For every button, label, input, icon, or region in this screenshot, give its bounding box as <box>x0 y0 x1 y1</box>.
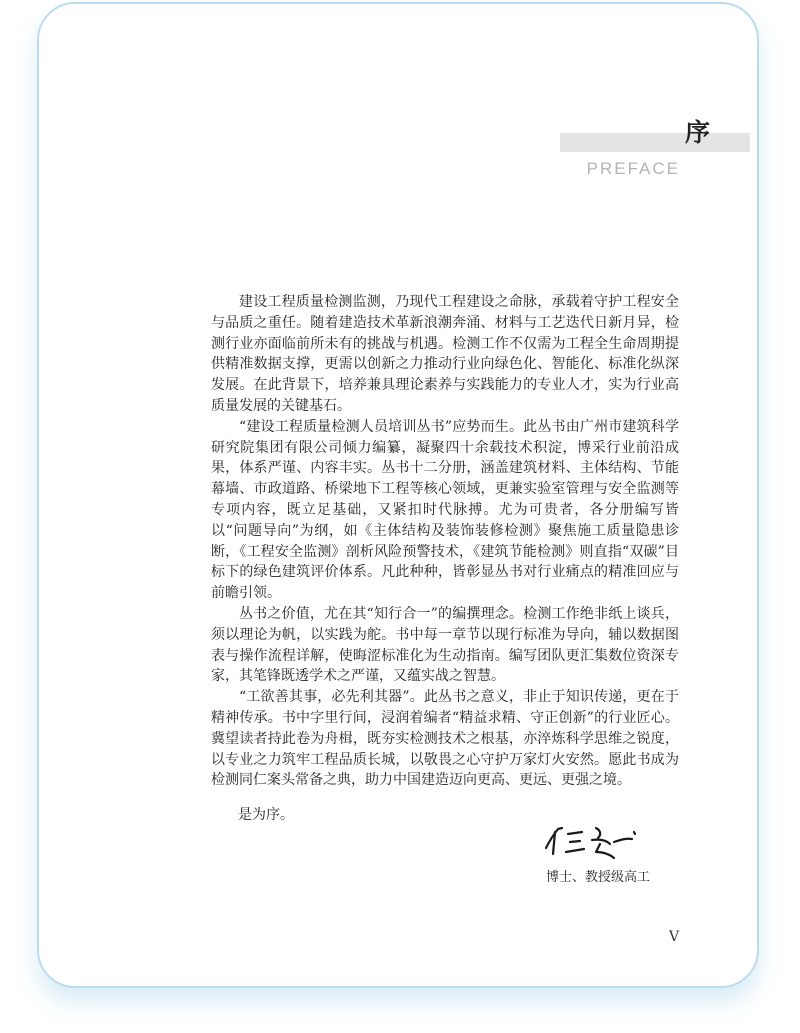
paragraph-4: “工欲善其事，必先利其器”。此丛书之意义，非止于知识传递，更在于精神传承。书中字里行间，浸润着编者“精益求精、守正创新”的行业匠心。冀望读者持此卷为舟楫，既夯实检测技术之根基，亦淬炼科学思维之锐度，以专业之力筑牢工程品质长城，以敬畏之心守护万家灯火安然。愿此书成为检测同仁案头常备之典，助力中国建造迈向更高、更远、更强之境。 <box>211 689 679 789</box>
paragraph-2: “建设工程质量检测人员培训丛书”应势而生。此丛书由广州市建筑科学研究院集团有限公司倾力编纂，凝聚四十余载技术积淀，博采行业前沿成果，体系严谨、内容丰实。丛书十二分册，涵盖建筑材料、主体结构、节能幕墙、市政道路、桥梁地下工程等核心领域，更兼实验室管理与安全监测等专项内容，既立足基础，又紧扣时代脉搏。尤为可贵者，各分册编写皆以“问题导向”为纲，如《主体结构及装饰装修检测》聚焦施工质量隐患诊断，《工程安全监测》剖析风险预警技术，《建筑节能检测》则直指“双碳”目标下的绿色建筑评价体系。凡此种种，皆彰显丛书对行业痛点的精准回应与前瞻引领。 <box>211 418 679 602</box>
paragraph-3: 丛书之价值，尤在其“知行合一”的编撰理念。检测工作绝非纸上谈兵，须以理论为帆，以实践为舵。书中每一章节以现行标准为导向，辅以数据图表与操作流程详解，使晦涩标准化为生动指南。编写团队更汇集数位资深专家，其笔锋既透学术之严谨，又蕴实战之智慧。 <box>211 605 679 685</box>
page-title: 序 <box>684 118 710 147</box>
page-number: V <box>669 929 680 945</box>
preface-body <box>211 292 679 791</box>
paragraph-1: 建设工程质量检测监测，乃现代工程建设之命脉，承载着守护工程安全与品质之重任。随着建造技术革新浪潮奔涌、材料与工艺迭代日新月异，检测行业亦面临前所未有的挑战与机遇。检测工作不仅需为工程全生命周期提供精准数据支撑，更需以创新之力推动行业向绿色化、智能化、标准化纵深发展。在此背景下，培养兼具理论素养与实践能力的专业人才，实为行业高质量发展的关键基石。 <box>211 294 679 414</box>
author-title: 博士、教授级高工 <box>545 870 650 885</box>
signature-icon <box>540 818 645 866</box>
title-bar <box>560 133 750 152</box>
closing-line: 是为序。 <box>238 807 294 823</box>
page-subtitle: PREFACE <box>586 159 680 178</box>
